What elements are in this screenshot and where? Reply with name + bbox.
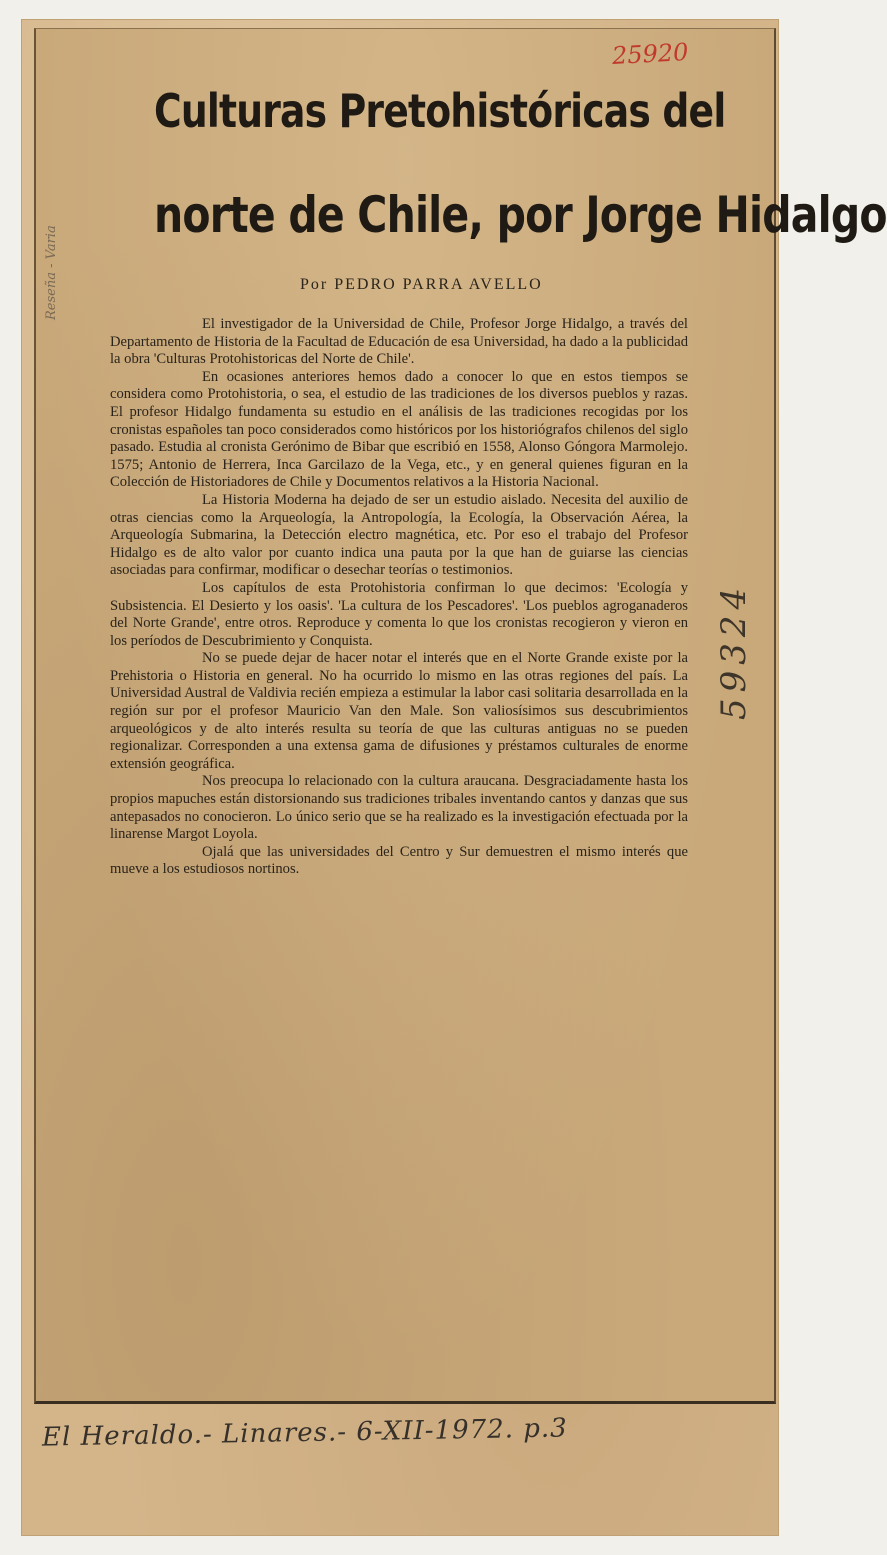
source-citation: El Heraldo.- Linares.- 6-XII-1972. p.3 (41, 1413, 568, 1453)
article-byline: Por PEDRO PARRA AVELLO (300, 276, 543, 293)
paragraph: Los capítulos de esta Protohistoria confirman lo que decimos: 'Ecología y Subsistencia. El Desierto y los oasis'. 'La cultura de los Pescadores'. 'Los pueblos agroganaderos del Norte Grande', entre otros. Reproduce y comenta lo que los cronistas recogieron y vieron en los períodos de Descubrimiento y Conquista. (110, 579, 688, 649)
catalog-number: 59324 (714, 581, 754, 720)
paragraph: Nos preocupa lo relacionado con la cultura araucana. Desgraciadamente hasta los propios mapuches están distorsionando sus tradiciones tribales inventando cantos y danzas que sus antepasados no conocieron. Lo único serio que se ha realizado es la investigación efectuada por la linarense Margot Loyola. (110, 773, 688, 843)
reference-number: 25920 (611, 38, 690, 70)
paragraph: En ocasiones anteriores hemos dado a conocer lo que en estos tiempos se considera como Protohistoria, o sea, el estudio de las tradiciones de los diversos pueblos y razas. El profesor Hidalgo fundamenta su estudio en el análisis de las tradiciones recogidas por los cronistas españoles tan poco considerados como históricos por los historiógrafos chilenos del siglo pasado. Estudia al cronista Gerónimo de Bibar que escribió en 1558, Alonso Góngora Marmolejo. 1575; Antonio de Herrera, Inca Garcilazo de la Vega, etc., y en general quienes figuran en la Colección de Historiadores de Chile y Documentos relativos a la Historia Nacional. (110, 368, 688, 491)
article-title-line-1: Culturas Pretohistóricas del (154, 84, 726, 138)
margin-note: Reseña - Varia (44, 225, 59, 320)
article-title-line-2: norte de Chile, por Jorge Hidalgo (154, 186, 887, 244)
paragraph: No se puede dejar de hacer notar el interés que en el Norte Grande existe por la Prehistoria o Historia en general. No ha ocurrido lo mismo en las otras regiones del país. La Universidad Austral de Valdivia recién empieza a estimular la labor casi solitaria desarrollada en la región sur por el profesor Mauricio Van den Male. Son valiosísimos sus descubrimientos arqueológicos y de alto interés resulta su teoría de que las culturas antiguas no se pueden regionalizar. Corresponden a una extensa gama de difusiones y préstamos culturales de enorme extensión geográfica. (110, 650, 688, 772)
paragraph: Ojalá que las universidades del Centro y Sur demuestren el mismo interés que mueve a los estudiosos nortinos. (110, 843, 688, 878)
paragraph: El investigador de la Universidad de Chile, Profesor Jorge Hidalgo, a través del Departamento de Historia de la Facultad de Educación de esa Universidad, ha dado a la publicidad la obra 'Culturas Protohistoricas del Norte de Chile'. (110, 316, 688, 368)
paragraph: La Historia Moderna ha dejado de ser un estudio aislado. Necesita del auxilio de otras ciencias como la Arqueología, la Antropología, la Ecología, la Observación Aérea, la Arqueología Submarina, la Detección electro magnética, etc. Por eso el trabajo del Profesor Hidalgo es de alto valor por cuanto indica una pauta por la que han de guiarse las ciencias asociadas para confirmar, modificar o desechar teorías o testimonios. (110, 491, 688, 579)
article-body (110, 316, 688, 879)
